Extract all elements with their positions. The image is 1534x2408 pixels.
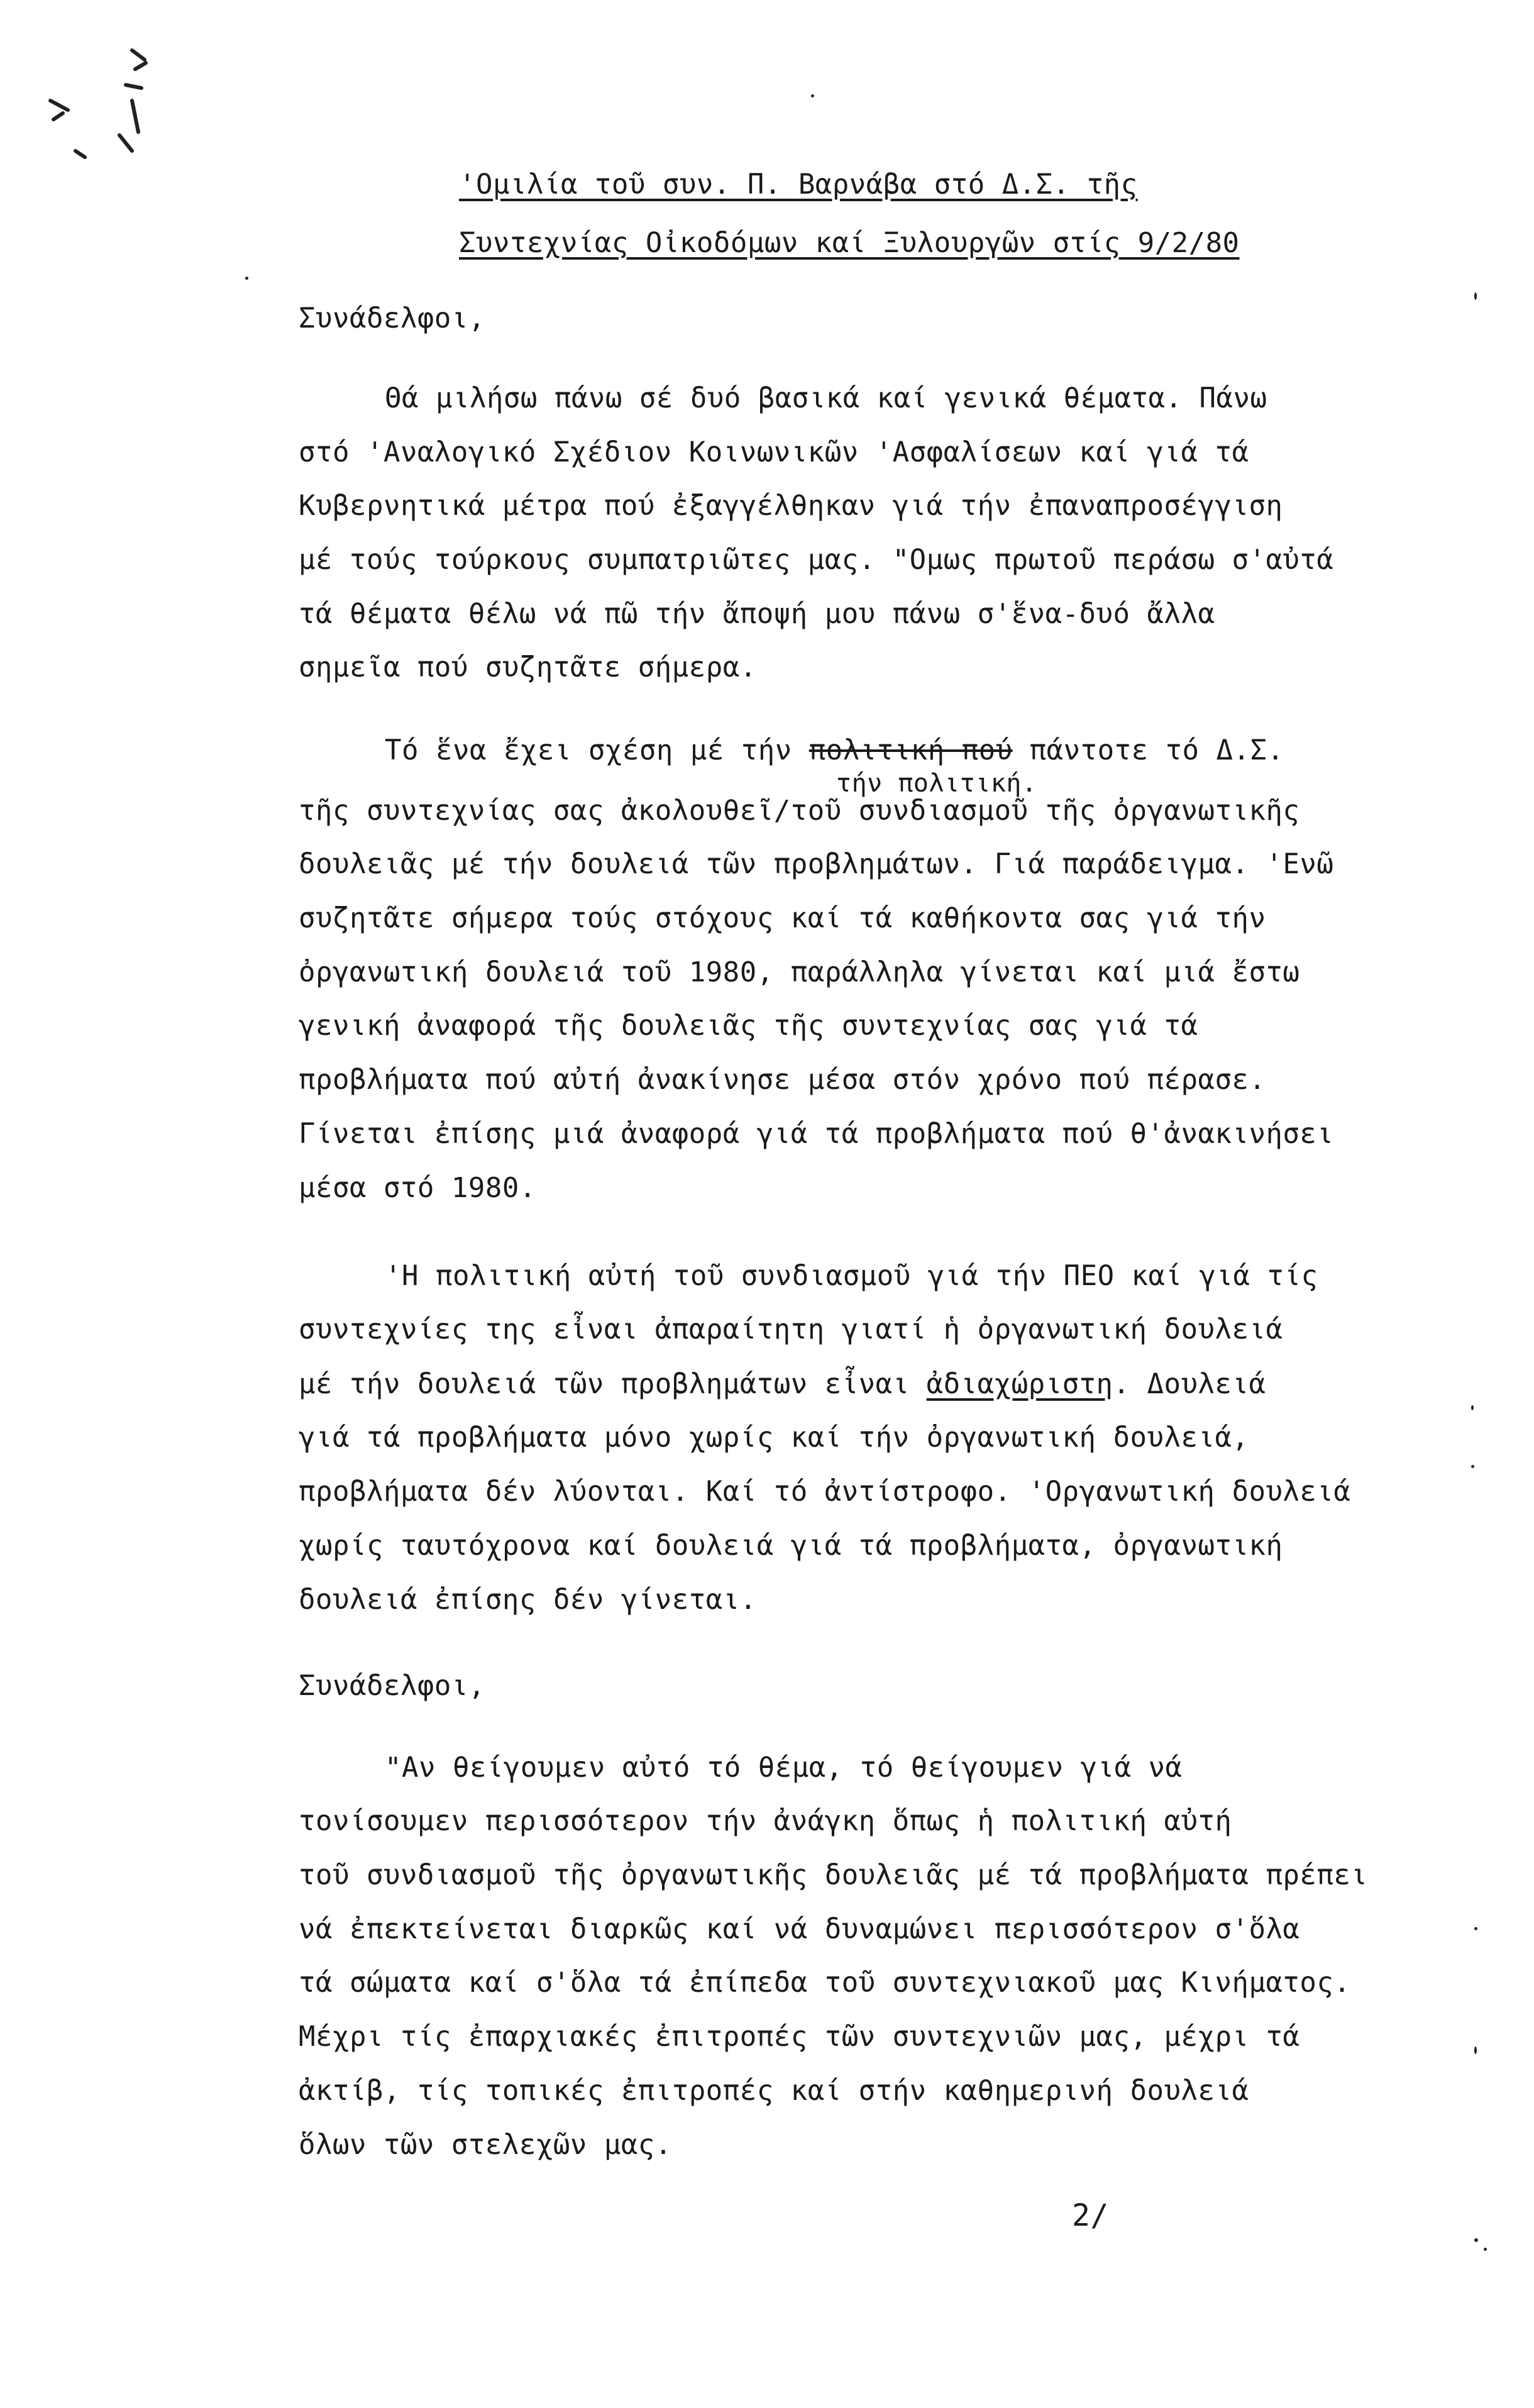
paragraph-line: προβλήματα πού αὐτή ἀνακίνησε μέσα στόν χρόνο πού πέρασε.	[299, 1064, 1266, 1096]
scan-speck	[1471, 1405, 1474, 1410]
paragraph-line: Θά μιλήσω πάνω σέ δυό βασικά καί γενικά θέματα. Πάνω	[385, 382, 1267, 414]
paragraph-line: δουλειᾶς μέ τήν δουλειά τῶν προβλημάτων. Γιά παράδειγμα. 'Ενῶ	[299, 848, 1334, 880]
paragraph-line: ὀργανωτική δουλειά τοῦ 1980, παράλληλα γίνεται καί μιά ἔστω	[299, 956, 1300, 988]
paragraph-line: Τό ἕνα ἔχει σχέση μέ τήν πολιτική πού πάντοτε τό Δ.Σ.	[385, 734, 1284, 766]
paragraph-line: Γίνεται ἐπίσης μιά ἀναφορά γιά τά προβλήματα πού θ'ἀνακινήσει	[299, 1118, 1334, 1150]
paragraph-line: "Αν θείγουμεν αὐτό τό θέμα, τό θείγουμεν γιά νά	[385, 1752, 1183, 1784]
handwritten-mark	[38, 25, 163, 170]
scan-speck	[1474, 2238, 1478, 2242]
scan-speck	[811, 94, 814, 97]
salutation: Συνάδελφοι,	[299, 1670, 485, 1702]
paragraph-line: δουλειά ἐπίσης δέν γίνεται.	[299, 1584, 757, 1616]
paragraph-line: γιά τά προβλήματα μόνο χωρίς καί τήν ὀργανωτική δουλειά,	[299, 1422, 1249, 1454]
title-line-1: 'Ομιλία τοῦ συν. Π. Βαρνάβα στό Δ.Σ. τῆς	[459, 168, 1138, 201]
paragraph-line: γενική ἀναφορά τῆς δουλειᾶς τῆς συντεχνίας σας γιά τά	[299, 1010, 1198, 1042]
paragraph-line: προβλήματα δέν λύονται. Καί τό ἀντίστροφο. 'Οργανωτική δουλειά	[299, 1476, 1351, 1508]
page-number: 2/	[1072, 2198, 1109, 2233]
paragraph-line: στό 'Αναλογικό Σχέδιον Κοινωνικῶν 'Ασφαλίσεων καί γιά τά	[299, 436, 1249, 468]
paragraph-line: τά σώματα καί σ'ὅλα τά ἐπίπεδα τοῦ συντεχνιακοῦ μας Κινήματος.	[299, 1967, 1351, 1999]
scan-speck	[1471, 1465, 1474, 1468]
paragraph-line: ἀκτίβ, τίς τοπικές ἐπιτροπές καί στήν καθημερινή δουλειά	[299, 2075, 1249, 2107]
paragraph-line: σημεῖα πού συζητᾶτε σήμερα.	[299, 651, 757, 683]
paragraph-line: συντεχνίες της εἶναι ἀπαραίτητη γιατί ἡ ὀργανωτική δουλειά	[299, 1313, 1283, 1345]
paragraph-line: μέ τήν δουλειά τῶν προβλημάτων εἶναι ἀδιαχώριστη. Δουλειά	[299, 1368, 1266, 1400]
scan-speck	[1484, 2248, 1487, 2251]
scan-speck	[1474, 1927, 1477, 1930]
paragraph-line: τονίσουμεν περισσότερον τήν ἀνάγκη ὅπως ἡ πολιτική αὐτή	[299, 1805, 1232, 1837]
handwritten-insert: τήν πολιτική.	[836, 769, 1037, 798]
title-line-2: Συντεχνίας Οἰκοδόμων καί Ξυλουργῶν στίς 9/2/80	[459, 227, 1240, 259]
scan-speck	[1474, 292, 1477, 300]
paragraph-line: τά θέματα θέλω νά πῶ τήν ἄποψή μου πάνω σ'ἕνα-δυό ἄλλα	[299, 598, 1215, 630]
paragraph-line: μέσα στό 1980.	[299, 1172, 536, 1204]
paragraph-line: 'Η πολιτική αὐτή τοῦ συνδιασμοῦ γιά τήν ΠΕΟ καί γιά τίς	[385, 1260, 1318, 1292]
paragraph-line: ὅλων τῶν στελεχῶν μας.	[299, 2129, 672, 2161]
salutation: Συνάδελφοι,	[299, 302, 485, 334]
scan-speck	[245, 277, 248, 280]
paragraph-line: νά ἐπεκτείνεται διαρκῶς καί νά δυναμώνει περισσότερον σ'ὅλα	[299, 1913, 1300, 1945]
paragraph-line: χωρίς ταυτόχρονα καί δουλειά γιά τά προβλήματα, ὀργανωτική	[299, 1530, 1283, 1562]
paragraph-line: Μέχρι τίς ἐπαρχιακές ἐπιτροπές τῶν συντεχνιῶν μας, μέχρι τά	[299, 2021, 1300, 2053]
paragraph-line: τοῦ συνδιασμοῦ τῆς ὀργανωτικῆς δουλειᾶς μέ τά προβλήματα πρέπει	[299, 1859, 1368, 1891]
scan-speck	[1474, 2046, 1477, 2054]
paragraph-line: μέ τούς τούρκους συμπατριῶτες μας. "Ομως πρωτοῦ περάσω σ'αὐτά	[299, 544, 1334, 576]
paragraph-line: Κυβερνητικά μέτρα πού ἐξαγγέλθηκαν γιά τήν ἐπαναπροσέγγιση	[299, 490, 1283, 522]
paragraph-line: τῆς συντεχνίας σας ἀκολουθεῖ/τοῦ συνδιασμοῦ τῆς ὀργανωτικῆς	[299, 795, 1300, 827]
paragraph-line: συζητᾶτε σήμερα τούς στόχους καί τά καθήκοντα σας γιά τήν	[299, 902, 1266, 934]
